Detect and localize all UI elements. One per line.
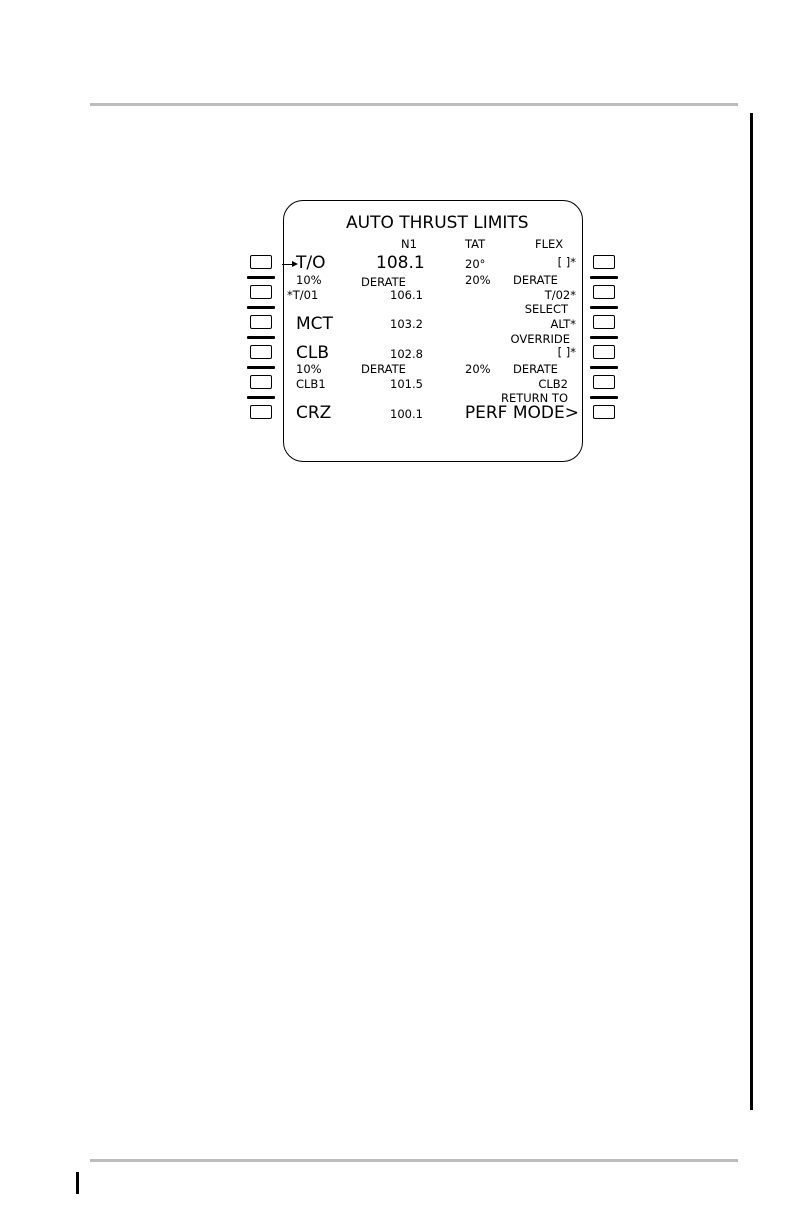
lsk-1l[interactable] bbox=[250, 255, 272, 269]
clb-derate-percent: 10% bbox=[296, 362, 322, 376]
override-entry-field: [ ]* bbox=[557, 345, 576, 359]
lsk-2l[interactable] bbox=[250, 285, 272, 299]
lsk-6r[interactable] bbox=[593, 405, 615, 419]
return-to-label: RETURN TO bbox=[500, 391, 568, 405]
clb-label: CLB bbox=[296, 343, 330, 363]
to1-label: *T/01 bbox=[287, 288, 319, 302]
header-rule bbox=[90, 103, 738, 106]
key-separator bbox=[247, 366, 275, 369]
perf-mode-prompt: PERF MODE> bbox=[464, 403, 579, 423]
clb2-derate-label: DERATE bbox=[513, 362, 558, 376]
crz-label: CRZ bbox=[296, 403, 332, 423]
footer-rule bbox=[90, 1159, 738, 1162]
key-separator bbox=[590, 276, 618, 279]
lsk-3l[interactable] bbox=[250, 315, 272, 329]
change-bar bbox=[750, 113, 753, 1110]
clb1-n1-value: 101.5 bbox=[390, 377, 423, 391]
clb2-derate-percent: 20% bbox=[465, 362, 491, 376]
crz-n1-value: 100.1 bbox=[390, 407, 423, 421]
mcdu-display bbox=[283, 200, 583, 462]
key-separator bbox=[590, 366, 618, 369]
clb-derate-label: DERATE bbox=[361, 362, 406, 376]
override-label: OVERRIDE bbox=[510, 332, 570, 346]
to2-derate-percent: 20% bbox=[465, 273, 491, 287]
lsk-6l[interactable] bbox=[250, 405, 272, 419]
clb1-label: CLB1 bbox=[296, 377, 326, 391]
alt-label: ALT* bbox=[550, 317, 576, 331]
mct-label: MCT bbox=[296, 314, 333, 334]
flex-header: FLEX bbox=[535, 237, 564, 251]
key-separator bbox=[247, 276, 275, 279]
lsk-3r[interactable] bbox=[593, 315, 615, 329]
select-label: SELECT bbox=[524, 302, 568, 316]
lsk-2r[interactable] bbox=[593, 285, 615, 299]
lsk-5l[interactable] bbox=[250, 375, 272, 389]
key-separator bbox=[590, 306, 618, 309]
key-separator bbox=[590, 396, 618, 399]
to2-derate-label: DERATE bbox=[513, 273, 558, 287]
lsk-4l[interactable] bbox=[250, 345, 272, 359]
key-separator bbox=[247, 336, 275, 339]
flex-entry-field: [ ]* bbox=[557, 255, 576, 269]
mct-n1-value: 103.2 bbox=[390, 317, 423, 331]
to-label: T/O bbox=[296, 253, 326, 273]
to1-n1-value: 106.1 bbox=[390, 288, 423, 302]
lsk-4r[interactable] bbox=[593, 345, 615, 359]
lsk-1r[interactable] bbox=[593, 255, 615, 269]
to-derate-percent: 10% bbox=[296, 273, 322, 287]
page-title: AUTO THRUST LIMITS bbox=[346, 213, 529, 233]
key-separator bbox=[247, 396, 275, 399]
to-tat-value: 20° bbox=[465, 257, 486, 271]
tat-header: TAT bbox=[465, 237, 486, 251]
lsk-5r[interactable] bbox=[593, 375, 615, 389]
clb2-label: CLB2 bbox=[538, 377, 568, 391]
change-bar bbox=[76, 1172, 79, 1194]
n1-header: N1 bbox=[401, 237, 417, 251]
to-derate-label: DERATE bbox=[361, 275, 406, 289]
to-n1-value: 108.1 bbox=[376, 253, 425, 273]
key-separator bbox=[247, 306, 275, 309]
selected-arrow-icon bbox=[282, 264, 296, 265]
key-separator bbox=[590, 336, 618, 339]
clb-n1-value: 102.8 bbox=[390, 347, 423, 361]
to2-label: T/02* bbox=[544, 288, 576, 302]
